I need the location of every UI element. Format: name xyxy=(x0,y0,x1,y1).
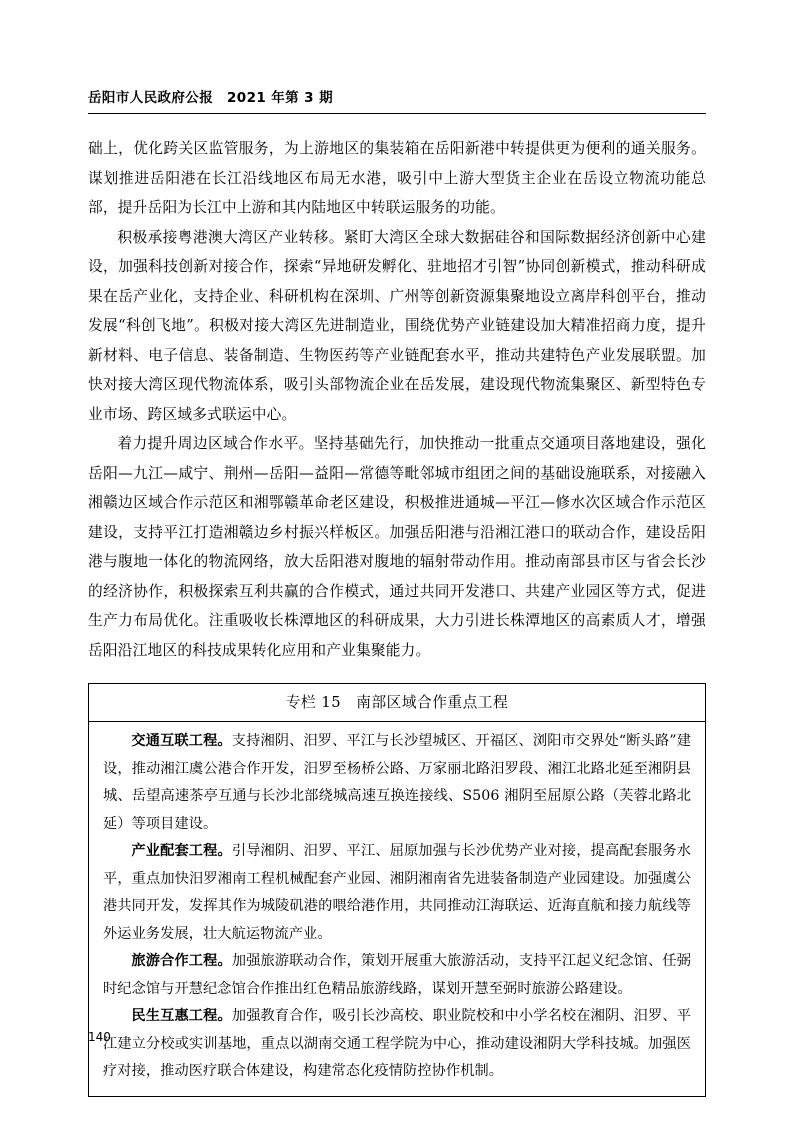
box-item-lead: 民生互惠工程。 xyxy=(131,1008,232,1024)
special-column-box xyxy=(88,683,706,1097)
box-item-text: 加强教育合作，吸引长沙高校、职业院校和中小学名校在湘阴、汨罗、平江建立分校或实训基地，重点以湖南交通工程学院为中心，推动建设湘阴大学科技城。加强医疗对接，推动医疗联合体建设，构建常态化疫情防控协作机制。 xyxy=(103,1008,692,1079)
page-number: 140 xyxy=(88,1030,111,1044)
box-item-lead: 旅游合作工程。 xyxy=(131,953,232,969)
box-item xyxy=(103,838,691,948)
page-header-title: 岳阳市人民政府公报 2021 年第 3 期 xyxy=(88,90,333,106)
page-content xyxy=(88,86,706,1097)
box-item-text: 加强旅游联动合作，策划开展重大旅游活动，支持平江起义纪念馆、任弼时纪念馆与开慧纪念馆合作推出红色精品旅游线路，谋划开慧至弼时旅游公路建设。 xyxy=(103,953,692,997)
header-divider xyxy=(88,113,706,114)
paragraph-2: 积极承接粤港澳大湾区产业转移。紧盯大湾区全球大数据硅谷和国际数据经济创新中心建设，加强科技创新对接合作，探索“异地研发孵化、驻地招才引智”协同创新模式，推动科研成果在岳产业化，支持企业、科研机构在深圳、广州等创新资源集聚地设立离岸科创平台，推动发展“科创飞地”。积极对接大湾区先进制造业，围绕优势产业链建设加大精准招商力度，提升新材料、电子信息、装备制造、生物医药等产业链配套水平，推动共建特色产业发展联盟。加快对接大湾区现代物流体系，吸引头部物流企业在岳发展，建设现代物流集聚区、新型特色专业市场、跨区域多式联运中心。 xyxy=(88,228,706,423)
box-item-lead: 产业配套工程。 xyxy=(131,843,232,859)
box-item xyxy=(103,948,691,1003)
special-column-title: 专栏 15 南部区域合作重点工程 xyxy=(89,684,705,722)
paragraph-1: 础上，优化跨关区监管服务，为上游地区的集装箱在岳阳新港中转提供更为便利的通关服务。谋划推进岳阳港在长江沿线地区布局无水港，吸引中上游大型货主企业在岳设立物流功能总部，提升岳阳为长江中上游和其内陆地区中转联运服务的功能。 xyxy=(88,140,706,216)
box-item-text: 引导湘阴、汨罗、平江、屈原加强与长沙优势产业对接，提高配套服务水平，重点加快汨罗湘南工程机械配套产业园、湘阴湘南省先进装备制造产业园建设。加强虞公港共同开发，发挥其作为城陵矶港的喂给港作用，共同推动江海联运、近海直航和接力航线等外运业务发展，壮大航运物流产业。 xyxy=(103,843,692,942)
paragraph-3: 着力提升周边区域合作水平。坚持基础先行，加快推动一批重点交通项目落地建设，强化岳阳—九江—咸宁、荆州—岳阳—益阳—常德等毗邻城市组团之间的基础设施联系，对接融入湘赣边区域合作示范区和湘鄂赣革命老区建设，积极推进通城—平江—修水次区域合作示范区建设，支持平江打造湘赣边乡村振兴样板区。加强岳阳港与沿湘江港口的联动合作，建设岳阳港与腹地一体化的物流网络，放大岳阳港对腹地的辐射带动作用。推动南部县市区与省会长沙的经济协作，积极探索互利共赢的合作模式，通过共同开发港口、共建产业园区等方式，促进生产力布局优化。注重吸收长株潭地区的科研成果，大力引进长株潭地区的高素质人才，增强岳阳沿江地区的科技成果转化应用和产业集聚能力。 xyxy=(88,435,706,659)
special-column-body xyxy=(89,722,705,1096)
box-item-lead: 交通互联工程。 xyxy=(131,733,232,749)
box-item xyxy=(103,728,691,838)
box-item xyxy=(103,1003,691,1086)
box-item-text: 支持湘阴、汨罗、平江与长沙望城区、开福区、浏阳市交界处“断头路”建设，推动湘江虞公港合作开发，汨罗至杨桥公路、万家丽北路汨罗段、湘江北路北延至湘阴县城、岳望高速茶亭互通与长沙北部绕城高速互换连接线、S506 湘阴至屈原公路（芙蓉北路北延）等项目建设。 xyxy=(103,733,692,832)
